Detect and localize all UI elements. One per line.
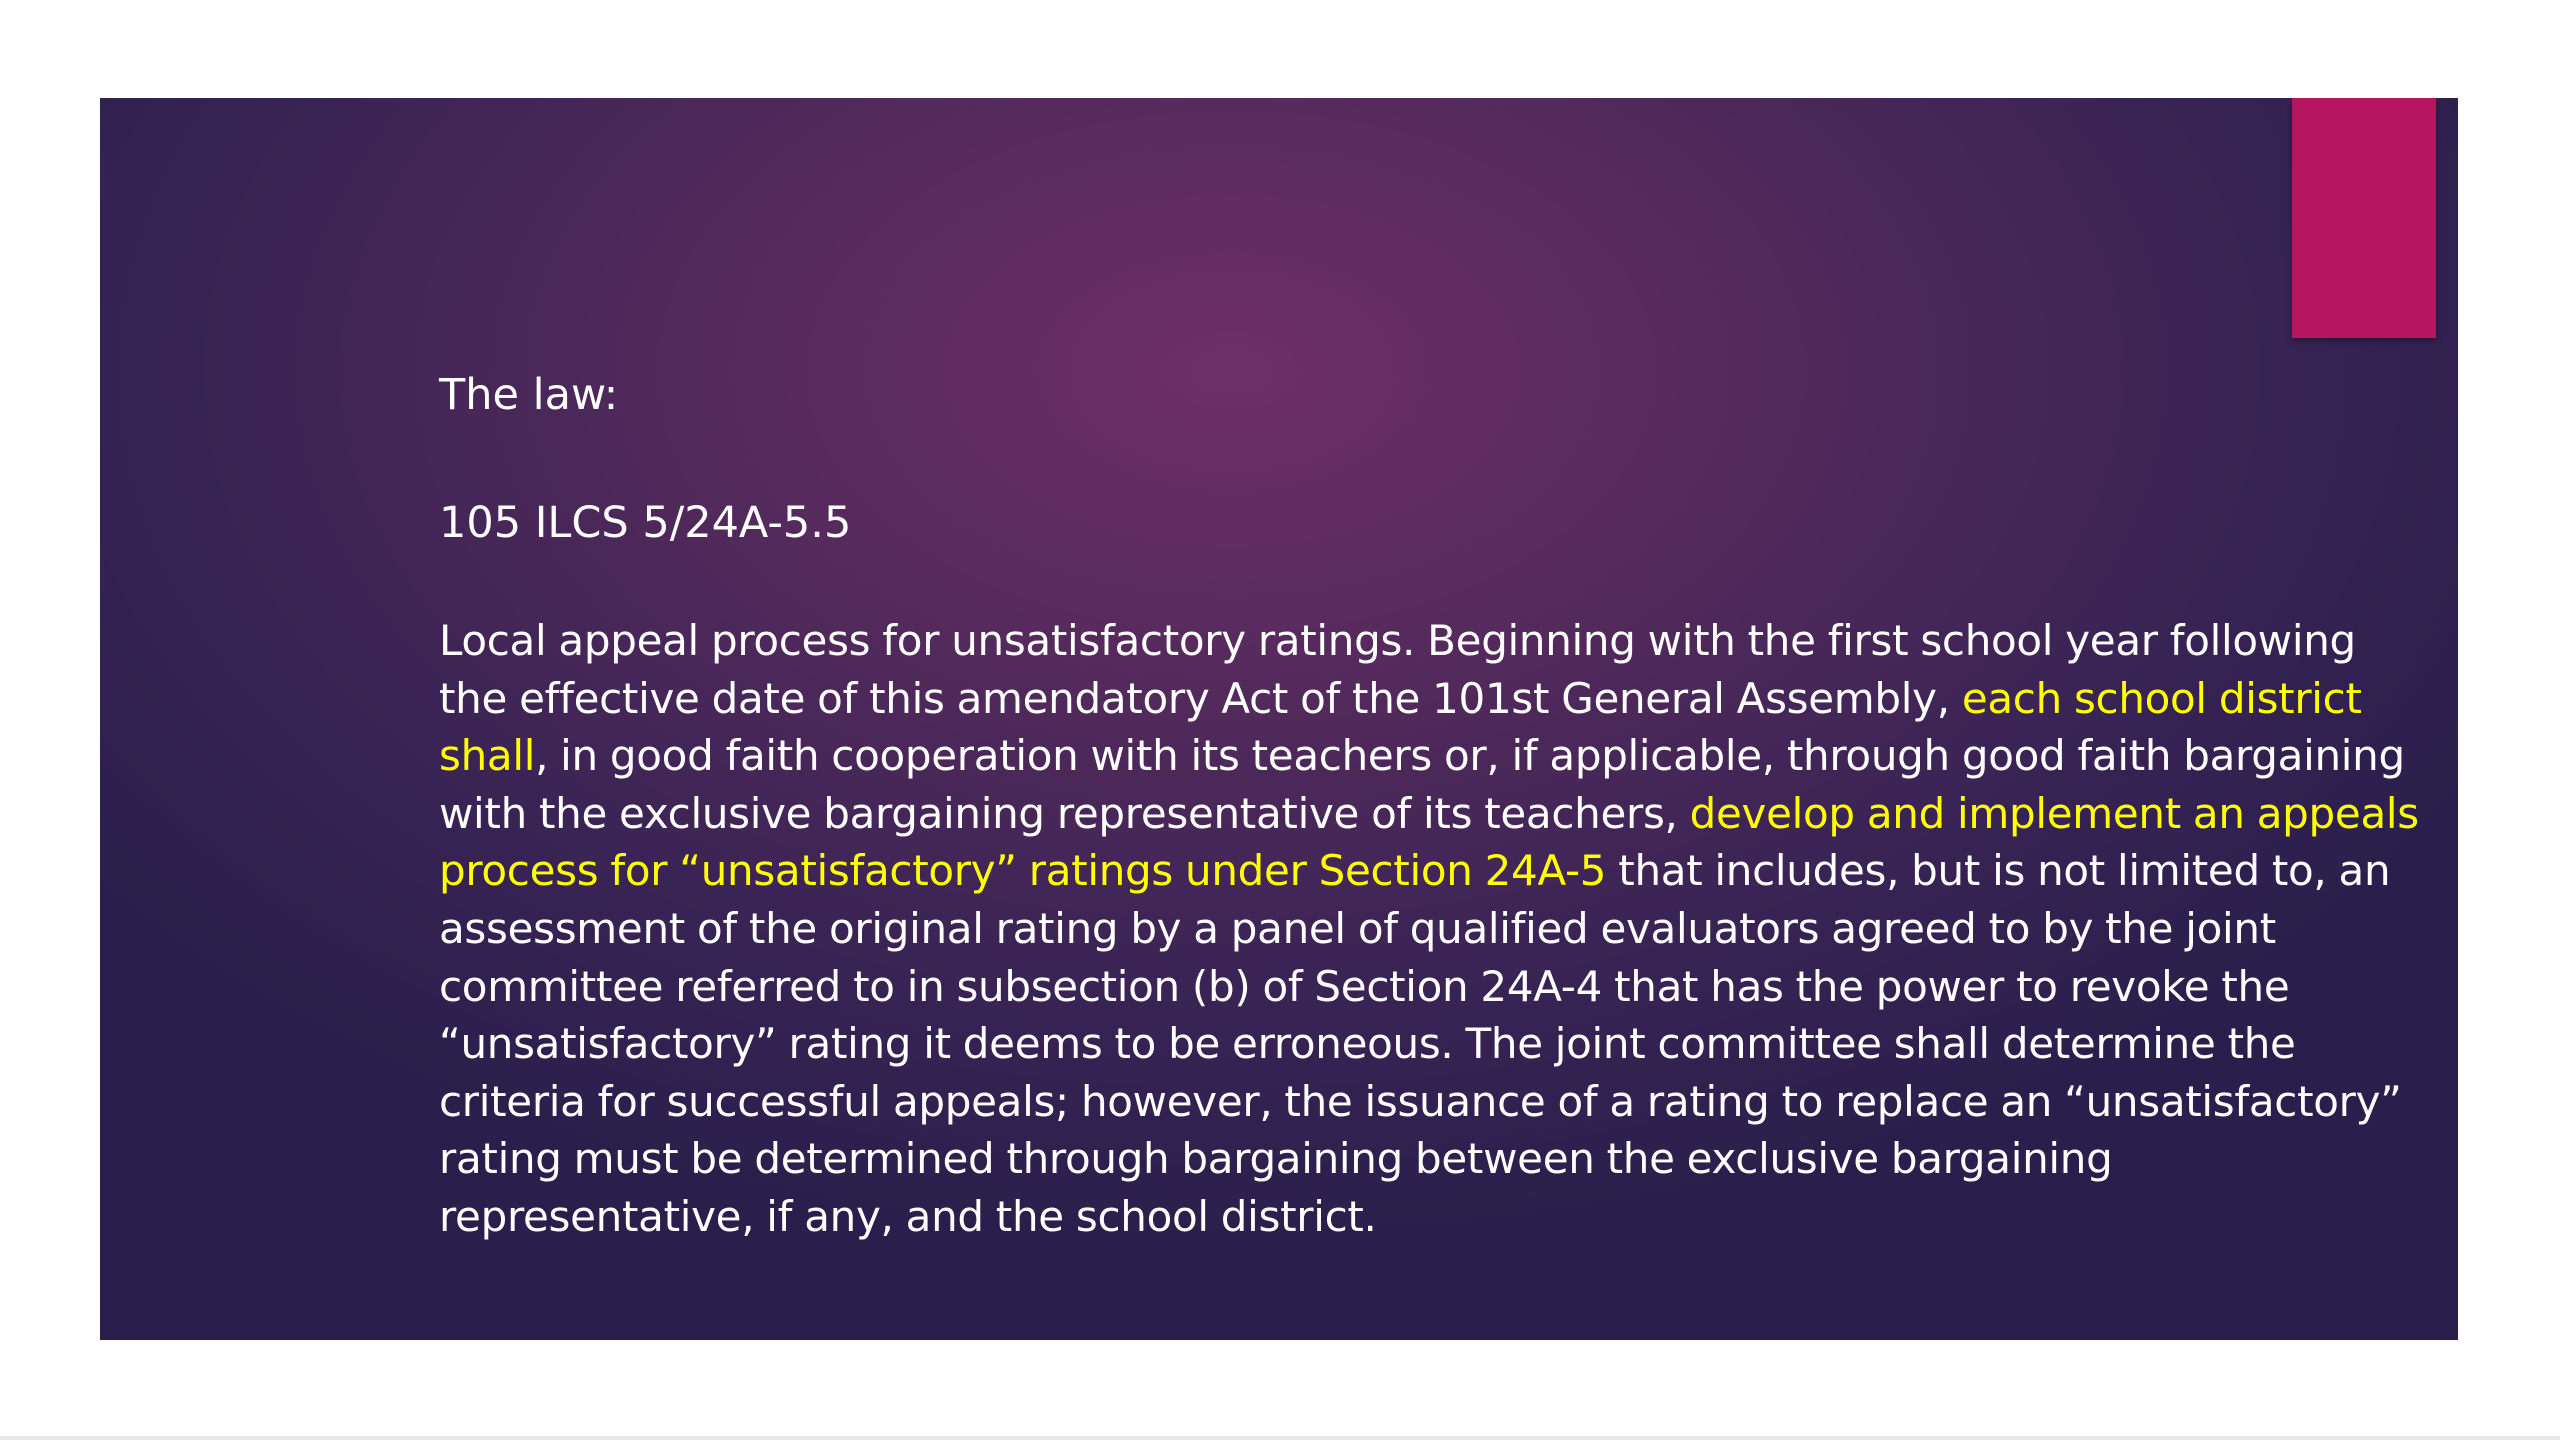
law-paragraph [439,612,2419,1246]
bottom-divider [0,1436,2560,1440]
paragraph-text: , in good faith cooperation with its teachers or, if applicable, through good faith bargaining with the exclusive bargaining representative of its teachers, [439,731,2405,838]
highlighted-text: each school district shall [439,673,2362,781]
law-citation: 105 ILCS 5/24A-5.5 [439,498,852,548]
accent-tab-decoration [2292,98,2436,338]
highlighted-text: develop and implement an appeals process for “unsatisfactory” ratings under Section 24A-5 [439,788,2419,896]
paragraph-text: that includes, but is not limited to, an assessment of the original rating by a panel of qualified evaluators agreed to by the joint committee referred to in subsection (b) of Section 24A-4 that has the power to revoke the “unsatisfactory” rating it deems to be erroneous. The joint committee shall determine the criteria for successful appeals; however, the issuance of a rating to replace an “unsatisfactory” rating must be determined through bargaining between the exclusive bargaining representative, if any, and the school district. [439,846,2402,1241]
slide-heading: The law: [439,370,619,420]
slide [100,98,2458,1340]
paragraph-text: Local appeal process for unsatisfactory ratings. Beginning with the first school year following the effective date of this amendatory Act of the 101st General Assembly, [439,616,2356,723]
slide-content [439,370,2419,1246]
